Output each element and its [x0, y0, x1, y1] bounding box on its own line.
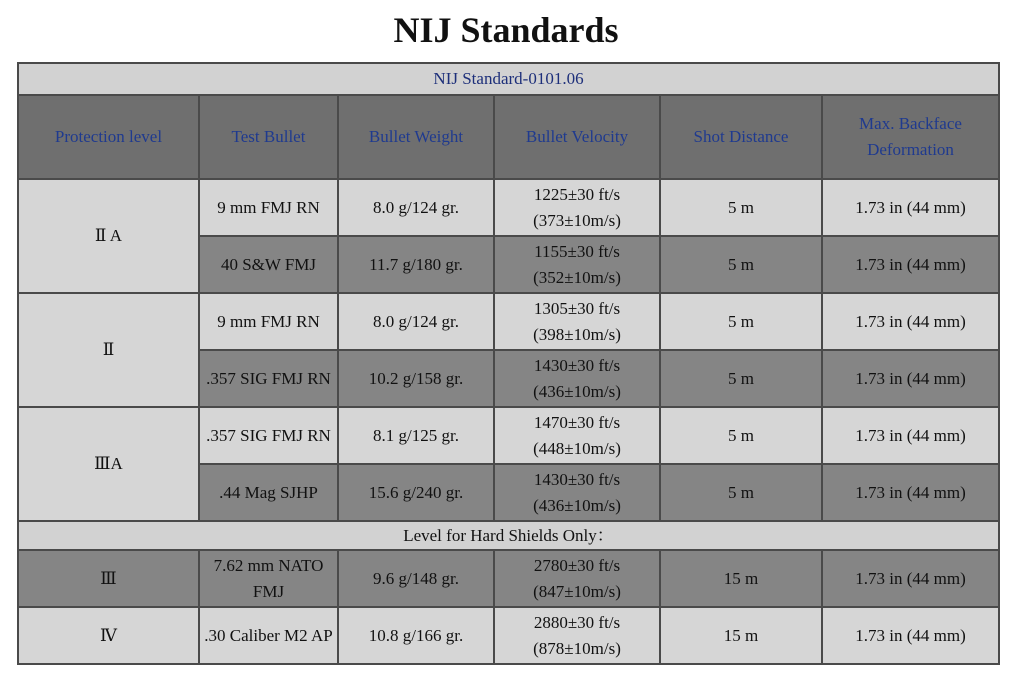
protection-level-cell: Ⅲ [18, 550, 199, 607]
shot-distance-cell: 5 m [660, 350, 822, 407]
table-row [18, 407, 999, 464]
header-row [18, 95, 999, 179]
velocity-m: (398±10m/s) [533, 324, 621, 344]
shot-distance-cell: 15 m [660, 607, 822, 664]
velocity-m: (436±10m/s) [533, 495, 621, 515]
header-protection-level: Protection level [18, 95, 199, 179]
nij-standards-table [17, 62, 1000, 665]
test-bullet-cell: .30 Caliber M2 AP [199, 607, 338, 664]
backface-deformation-cell: 1.73 in (44 mm) [822, 179, 999, 236]
bullet-weight-cell: 9.6 g/148 gr. [338, 550, 494, 607]
velocity-m: (436±10m/s) [533, 381, 621, 401]
header-bullet-velocity: Bullet Velocity [494, 95, 660, 179]
bullet-velocity-cell [494, 293, 660, 350]
velocity-m: (847±10m/s) [533, 581, 621, 601]
protection-level-cell: Ⅱ [18, 293, 199, 407]
standard-label: NIJ Standard-0101.06 [18, 63, 999, 95]
shot-distance-cell: 5 m [660, 236, 822, 293]
header-max-backface: Max. Backface Deformation [822, 95, 999, 179]
protection-level-cell: ⅢA [18, 407, 199, 521]
shot-distance-cell: 5 m [660, 293, 822, 350]
hard-shields-label: Level for Hard Shields Only： [18, 521, 999, 550]
bullet-velocity-cell [494, 550, 660, 607]
page-title: NIJ Standards [393, 10, 619, 50]
shot-distance-cell: 5 m [660, 179, 822, 236]
velocity-m: (352±10m/s) [533, 267, 621, 287]
velocity-ft: 1155±30 ft/s [534, 241, 620, 261]
bullet-velocity-cell [494, 236, 660, 293]
bullet-weight-cell: 8.1 g/125 gr. [338, 407, 494, 464]
header-shot-distance: Shot Distance [660, 95, 822, 179]
test-bullet-cell: .357 SIG FMJ RN [199, 407, 338, 464]
velocity-ft: 2880±30 ft/s [533, 612, 621, 632]
test-bullet-cell: .357 SIG FMJ RN [199, 350, 338, 407]
hard-shields-row [18, 521, 999, 550]
backface-deformation-cell: 1.73 in (44 mm) [822, 550, 999, 607]
backface-deformation-cell: 1.73 in (44 mm) [822, 236, 999, 293]
shot-distance-cell: 5 m [660, 464, 822, 521]
bullet-weight-cell: 10.2 g/158 gr. [338, 350, 494, 407]
bullet-velocity-cell [494, 179, 660, 236]
velocity-ft: 1430±30 ft/s [533, 355, 621, 375]
bullet-velocity-cell [494, 407, 660, 464]
table-row [18, 293, 999, 350]
velocity-ft: 1470±30 ft/s [533, 412, 621, 432]
bullet-weight-cell: 15.6 g/240 gr. [338, 464, 494, 521]
backface-deformation-cell: 1.73 in (44 mm) [822, 350, 999, 407]
bullet-velocity-cell [494, 350, 660, 407]
bullet-velocity-cell [494, 464, 660, 521]
table-row [18, 179, 999, 236]
table-row [18, 607, 999, 664]
test-bullet-cell: 40 S&W FMJ [199, 236, 338, 293]
bullet-weight-cell: 8.0 g/124 gr. [338, 293, 494, 350]
bullet-velocity-cell [494, 607, 660, 664]
test-bullet-cell: 9 mm FMJ RN [199, 179, 338, 236]
test-bullet-cell: 9 mm FMJ RN [199, 293, 338, 350]
protection-level-cell: Ⅱ A [18, 179, 199, 293]
shot-distance-cell: 15 m [660, 550, 822, 607]
velocity-ft: 1225±30 ft/s [533, 184, 621, 204]
velocity-ft: 1430±30 ft/s [533, 469, 621, 489]
backface-deformation-cell: 1.73 in (44 mm) [822, 407, 999, 464]
test-bullet-cell: 7.62 mm NATO FMJ [199, 550, 338, 607]
table-row [18, 550, 999, 607]
bullet-weight-cell: 10.8 g/166 gr. [338, 607, 494, 664]
header-bullet-weight: Bullet Weight [338, 95, 494, 179]
shot-distance-cell: 5 m [660, 407, 822, 464]
velocity-m: (878±10m/s) [533, 638, 621, 658]
velocity-ft: 2780±30 ft/s [533, 555, 621, 575]
backface-deformation-cell: 1.73 in (44 mm) [822, 293, 999, 350]
test-bullet-cell: .44 Mag SJHP [199, 464, 338, 521]
bullet-weight-cell: 11.7 g/180 gr. [338, 236, 494, 293]
bullet-weight-cell: 8.0 g/124 gr. [338, 179, 494, 236]
protection-level-cell: Ⅳ [18, 607, 199, 664]
velocity-m: (373±10m/s) [533, 210, 621, 230]
backface-deformation-cell: 1.73 in (44 mm) [822, 607, 999, 664]
backface-deformation-cell: 1.73 in (44 mm) [822, 464, 999, 521]
header-test-bullet: Test Bullet [199, 95, 338, 179]
velocity-ft: 1305±30 ft/s [533, 298, 621, 318]
velocity-m: (448±10m/s) [533, 438, 621, 458]
